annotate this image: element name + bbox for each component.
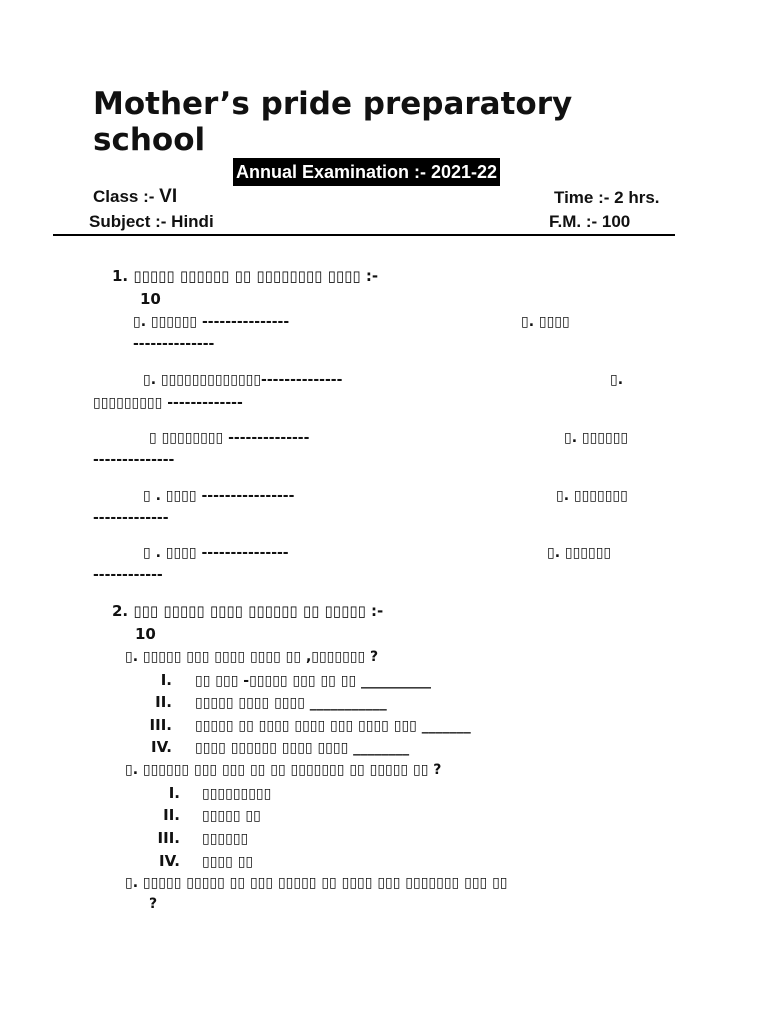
q1-item-right-cont: -------------- [93,452,175,468]
class-value: VI [159,186,178,207]
q1-item-left: ▯. ▯▯▯▯▯▯▯▯▯▯▯▯▯-------------- [143,372,343,388]
option-text: ▯▯▯▯▯▯▯▯▯ [202,786,272,802]
option-text: ▯▯▯▯▯ ▯▯ ▯▯▯▯ ▯▯▯▯ ▯▯▯ ▯▯▯▯ ▯▯▯ _______ [195,718,471,734]
time-field: Time :- 2 hrs. [554,188,660,207]
q2-a-question: ▯. ▯▯▯▯▯ ▯▯▯ ▯▯▯▯ ▯▯▯▯ ▯▯ ,▯▯▯▯▯▯▯ ? [125,649,379,665]
q2-heading: 2. ▯▯▯ ▯▯▯▯▯ ▯▯▯▯ ▯▯▯▯▯▯ ▯▯ ▯▯▯▯▯ :- [112,602,384,620]
q2-b-question: ▯. ▯▯▯▯▯▯ ▯▯▯ ▯▯▯ ▯▯ ▯▯ ▯▯▯▯▯▯▯ ▯▯ ▯▯▯▯▯ ▯▯ ? [125,762,442,778]
q1-item-left: ▯ . ▯▯▯▯ ---------------- [143,488,295,504]
class-field [93,186,177,208]
q1-item-right: ▯. ▯▯▯▯▯▯ [564,430,629,446]
option-text: ▯▯▯▯▯ ▯▯▯▯ ▯▯▯▯ ___________ [195,695,387,711]
q1-item-right: ▯. ▯▯▯▯▯▯ [547,545,612,561]
exam-title: Annual Examination :- 2021-22 [233,158,500,186]
q2-c-question-cont: ? [149,896,158,912]
q1-item-left: ▯ ▯▯▯▯▯▯▯▯ -------------- [149,430,310,446]
q1-item-right-cont: -------------- [133,336,215,352]
full-marks-field: F.M. :- 100 [549,212,631,231]
option-number: III. [157,829,180,847]
q1-item-right-cont: ▯▯▯▯▯▯▯▯▯ ------------- [93,395,243,411]
class-label: Class :- [93,187,160,206]
school-name: Mother’s pride preparatory school [93,86,573,158]
option-number: II. [163,806,180,824]
option-number: I. [168,784,180,802]
q1-item-right-cont: ------------- [93,510,169,526]
option-text: ▯▯▯▯▯ ▯▯ [202,808,261,824]
q1-item-left: ▯ . ▯▯▯▯ --------------- [143,545,289,561]
q1-marks: 10 [140,290,161,308]
q1-item-right: ▯. ▯▯▯▯▯▯▯ [556,488,628,504]
q1-item-right: ▯. ▯▯▯▯ [521,314,570,330]
option-text: ▯▯▯▯ ▯▯ [202,854,254,870]
subject-field: Subject :- Hindi [89,212,214,231]
option-number: IV. [151,738,172,756]
q2-c-question: ▯. ▯▯▯▯▯ ▯▯▯▯▯ ▯▯ ▯▯▯ ▯▯▯▯▯ ▯▯ ▯▯▯▯ ▯▯▯ ▯▯▯▯▯▯▯ ▯▯▯ ▯▯ [125,875,508,891]
option-number: I. [160,671,172,689]
option-number: III. [149,716,172,734]
q1-item-right: ▯. [610,372,624,388]
header-divider [53,234,675,236]
option-number: II. [155,693,172,711]
q1-heading: 1. ▯▯▯▯▯ ▯▯▯▯▯▯ ▯▯ ▯▯▯▯▯▯▯▯ ▯▯▯▯ :- [112,267,379,285]
q1-item-right-cont: ------------ [93,567,163,583]
option-text: ▯▯▯▯ ▯▯▯▯▯▯ ▯▯▯▯ ▯▯▯▯ ________ [195,740,410,756]
option-text: ▯▯ ▯▯▯ -▯▯▯▯▯ ▯▯▯ ▯▯ ▯▯ __________ [195,673,432,689]
option-number: IV. [159,852,180,870]
q1-item-left: ▯. ▯▯▯▯▯▯ --------------- [133,314,290,330]
option-text: ▯▯▯▯▯▯ [202,831,249,847]
q2-marks: 10 [135,625,156,643]
